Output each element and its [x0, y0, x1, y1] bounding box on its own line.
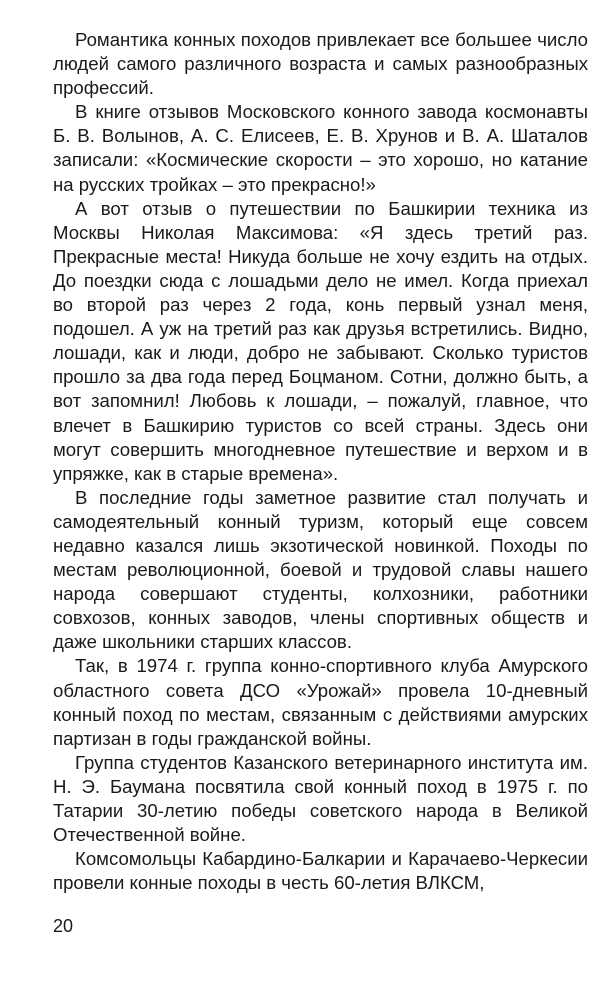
paragraph-4: В последние годы заметное развитие стал получать и самодеятельный конный туризм, который еще совсем недавно казался лишь экзотической новинкой. Походы по местам революционной, боевой и трудовой славы нашего народа совершают студенты, колхозники, работники совхозов, конных заводов, члены спортивных обществ и даже школьники старших классов. — [53, 486, 588, 653]
paragraph-2: В книге отзывов Московского конного завода космонавты Б. В. Волынов, А. С. Елисеев, Е. В. Хрунов и В. А. Шаталов записали: «Космические скорости – это хорошо, но катание на русских тройках – это прекрасно!» — [53, 101, 588, 195]
paragraph-5: Так, в 1974 г. группа конно-спортивного клуба Амурского областного совета ДСО «Урожай» провела 10-дневный конный поход по местам, связанным с действиями амурских партизан в годы гражданской войны. — [53, 655, 588, 749]
paragraph-6: Группа студентов Казанского ветеринарного института им. Н. Э. Баумана посвятила свой конный поход в 1975 г. по Татарии 30-летию победы советского народа в Великой Отечественной войне. — [53, 751, 588, 846]
body-text — [53, 28, 588, 895]
paragraph-3: А вот отзыв о путешествии по Башкирии техника из Москвы Николая Максимова: «Я здесь третий раз. Прекрасные места! Никуда больше не хочу ездить на отдых. До поездки сюда с лошадьми дело не имел. Когда приехал во второй раз через 2 года, конь первый узнал меня, подошел. А уж на третий раз как друзья встретились. Видно, лошади, как и люди, добро не забывают. Сколько туристов прошло за два года перед Боцманом. Сотни, должно быть, а вот запомнил! Любовь к лошади, – пожалуй, главное, что влечет в Башкирию туристов со всей страны. Здесь они могут совершить многодневное путешествие и верхом и в упряжке, как в старые времена». — [53, 197, 588, 484]
paragraph-7: Комсомольцы Кабардино-Балкарии и Карачаево-Черкесии провели конные походы в честь 60-летия ВЛКСМ, — [53, 848, 588, 894]
paragraph-1: Романтика конных походов привлекает все большее число людей самого различного возраста и самых разнообразных профессий. — [53, 29, 588, 99]
page-number: 20 — [53, 916, 74, 936]
